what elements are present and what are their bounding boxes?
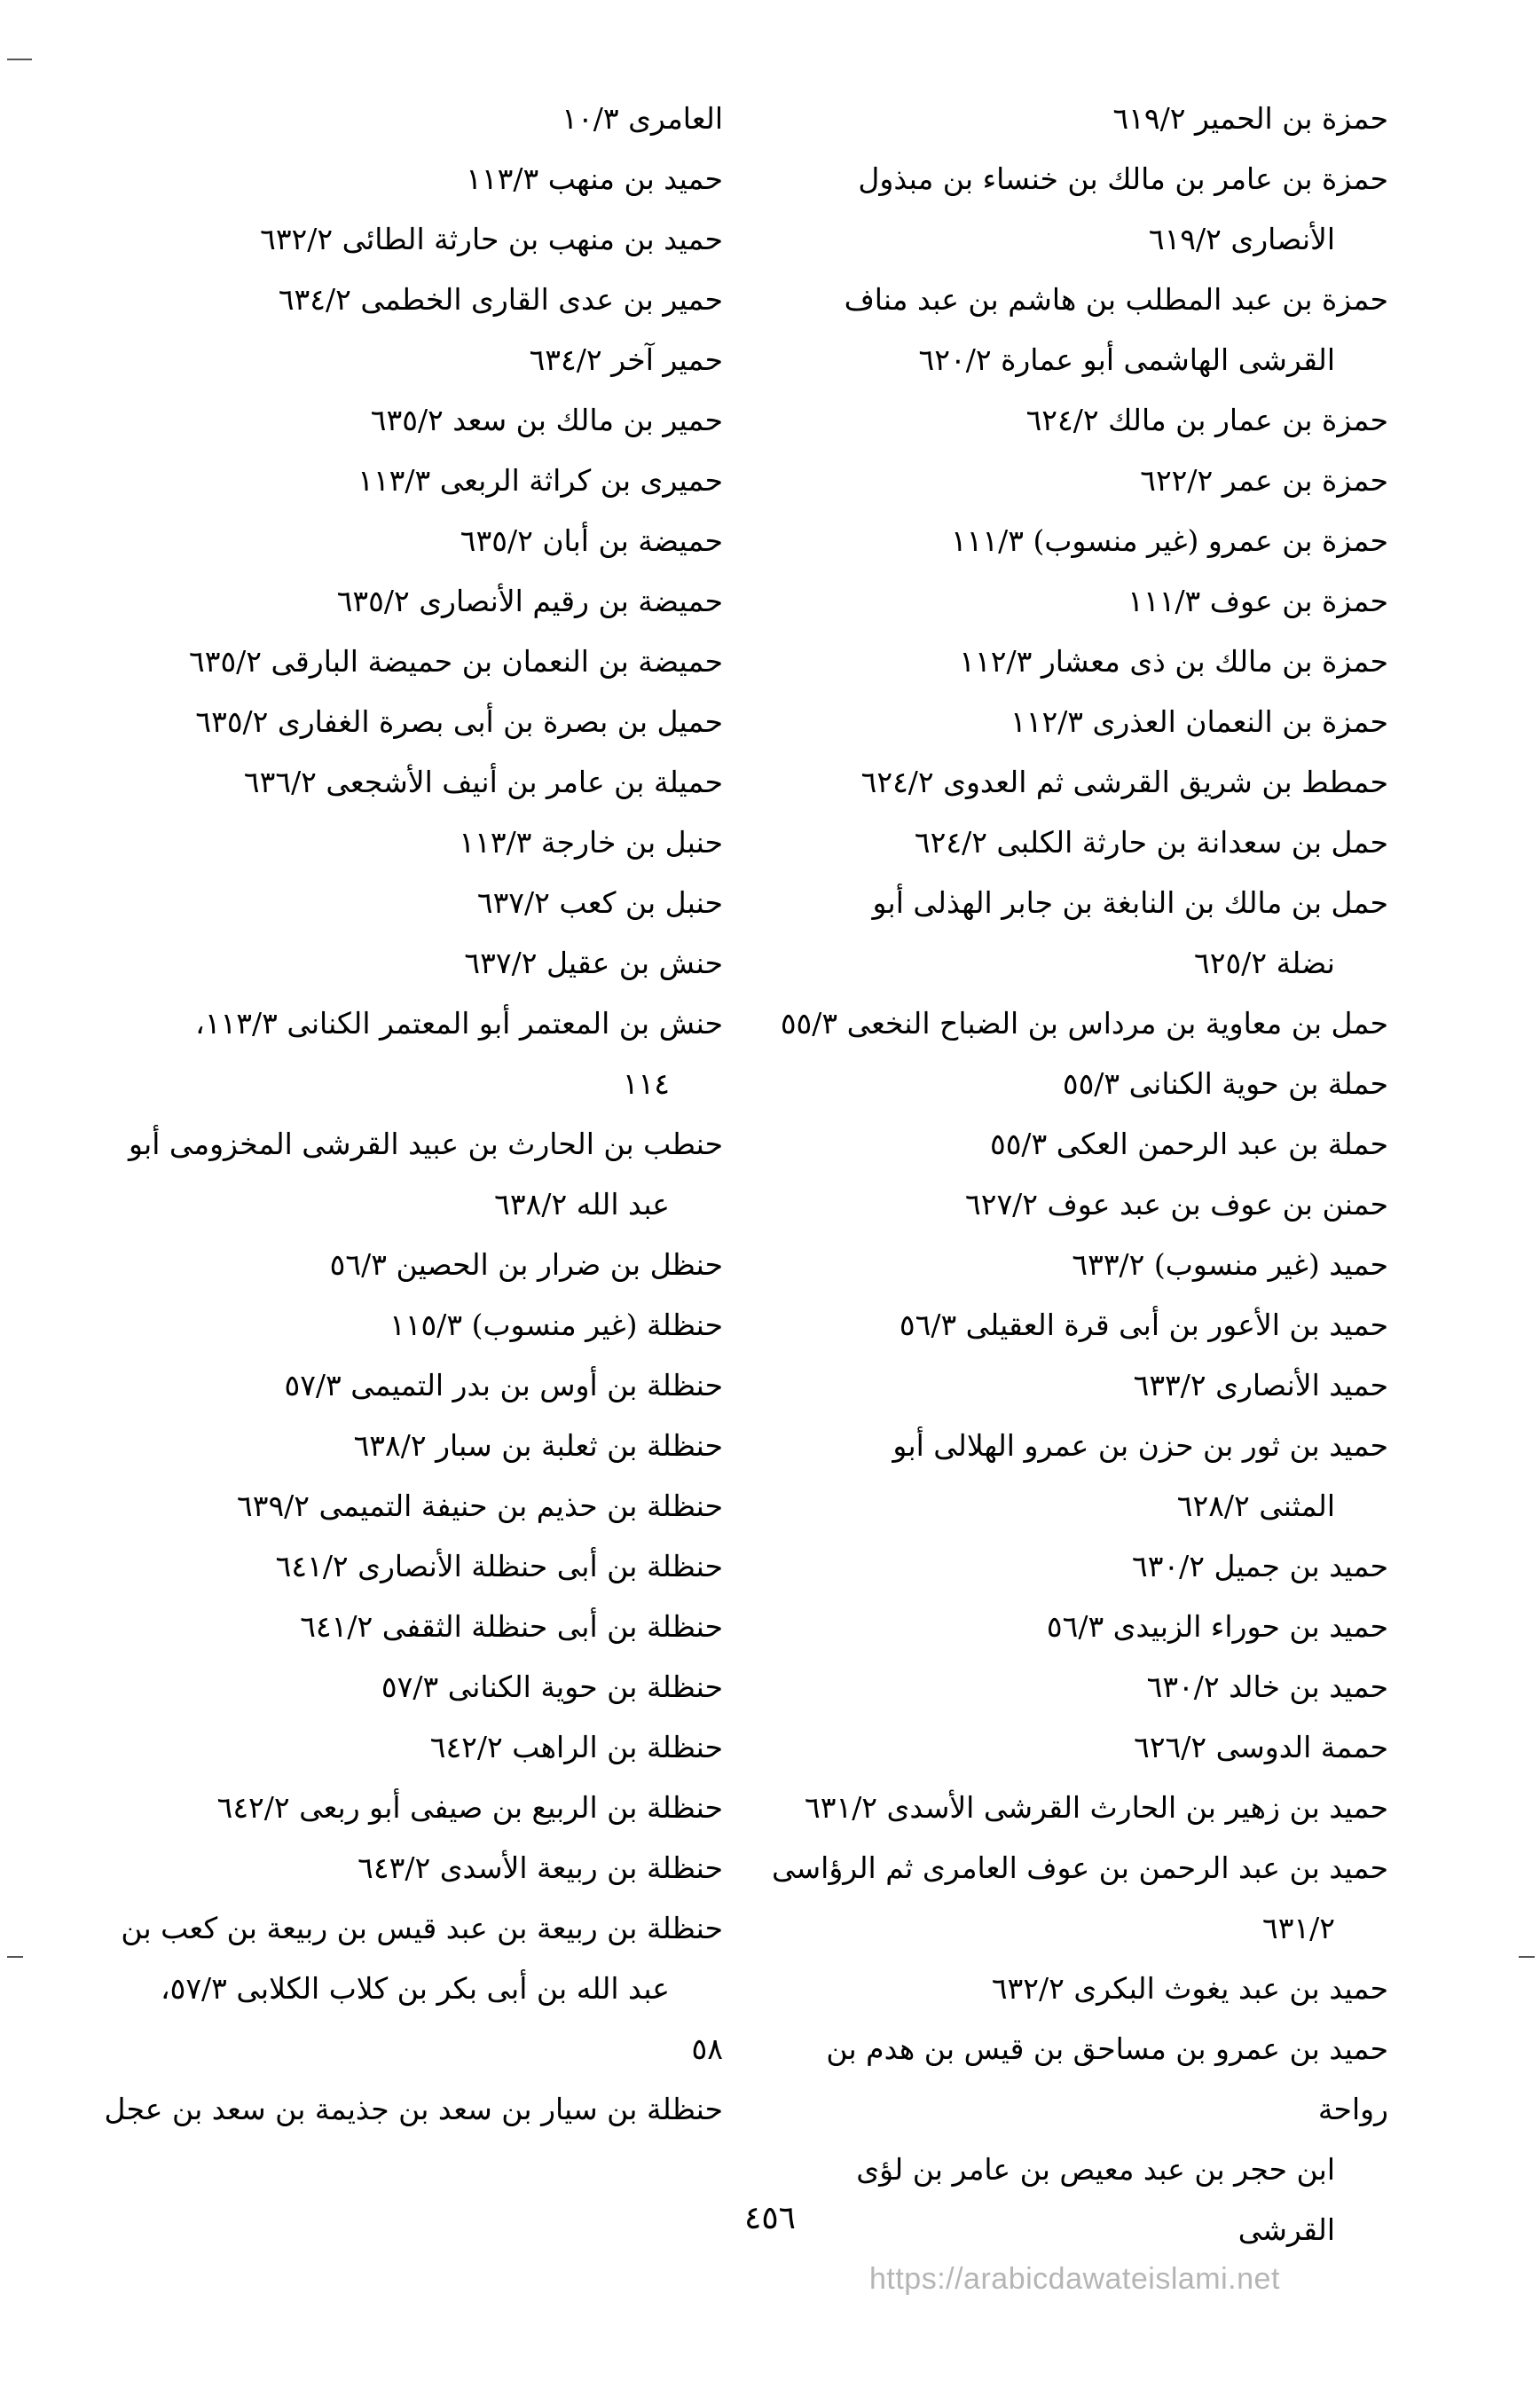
index-entry — [767, 390, 1388, 451]
index-entry — [98, 1416, 723, 1476]
index-entry-text: حميضة بن رقيم الأنصارى ٦٣٥/٢ — [336, 584, 723, 618]
index-entry-text: حنبل بن خارجة ١١٣/٣ — [459, 825, 723, 860]
index-entry — [767, 89, 1388, 149]
index-entry-text: حمزة بن عمرو (غير منسوب) ١١١/٣ — [950, 523, 1388, 558]
index-entry — [767, 1175, 1388, 1235]
index-entry — [767, 632, 1388, 692]
index-entry-text: حنظلة بن ثعلبة بن سبار ٦٣٨/٢ — [353, 1428, 723, 1463]
index-entry-text: حميد بن عمرو بن مساحق بن قيس بن هدم بن رواحة — [826, 2031, 1388, 2126]
index-entry-text: حمير بن عدى القارى الخطمى ٦٣٤/٢ — [278, 282, 723, 317]
index-entry — [767, 752, 1388, 813]
index-entry — [98, 1657, 723, 1717]
index-entry — [98, 89, 723, 149]
index-entry — [98, 632, 723, 692]
index-entry-text: حنظلة بن أبى حنظلة الثقفى ٦٤١/٢ — [300, 1609, 723, 1644]
index-entry-text: حميد بن منهب بن حارثة الطائى ٦٣٢/٢ — [260, 222, 723, 256]
index-entry — [98, 451, 723, 511]
index-entry-text: حنظلة بن حذيم بن حنيفة التميمى ٦٣٩/٢ — [237, 1489, 723, 1523]
index-entry-text: حميلة بن عامر بن أنيف الأشجعى ٦٣٦/٢ — [243, 765, 723, 799]
index-entry — [98, 1838, 723, 1898]
index-entry — [767, 511, 1388, 571]
index-entry-text: حميضة بن النعمان بن حميضة البارقى ٦٣٥/٢ — [189, 644, 723, 679]
index-entry — [98, 1295, 723, 1355]
index-entry — [98, 1476, 723, 1536]
index-entry-text: حمطط بن شريق القرشى ثم العدوى ٦٢٤/٢ — [860, 765, 1388, 799]
page-number: ٤٥٦ — [743, 2200, 796, 2236]
index-entry-text: حميد بن حوراء الزبيدى ٥٦/٣ — [1046, 1609, 1388, 1644]
index-entry-text: حمير آخر ٦٣٤/٢ — [529, 342, 723, 377]
index-entry — [98, 270, 723, 330]
index-entry-text: حميرى بن كراثة الربعى ١١٣/٣ — [358, 463, 723, 498]
index-entry — [98, 1717, 723, 1778]
index-entry — [98, 1355, 723, 1416]
index-entry — [98, 390, 723, 451]
index-entry-text: حمزة بن عبد المطلب بن هاشم بن عبد مناف — [844, 282, 1388, 317]
index-entry-continuation: عبد الله ٦٣٨/٢ — [494, 1187, 670, 1222]
index-entry-text: حنظلة بن ربيعة الأسدى ٦٤٣/٢ — [358, 1850, 723, 1885]
index-entry-text: حميد الأنصارى ٦٣٣/٢ — [1133, 1368, 1388, 1402]
index-entry — [767, 873, 1388, 994]
index-entry — [767, 1355, 1388, 1416]
scan-mark-mid-left — [7, 1956, 23, 1958]
index-entry-text: حنش بن عقيل ٦٣٧/٢ — [464, 946, 723, 980]
index-entry — [767, 451, 1388, 511]
index-entry-text: العامرى ١٠/٣ — [562, 101, 723, 136]
index-entry — [767, 1597, 1388, 1657]
index-entry-continuation: المثنى ٦٢٨/٢ — [1176, 1489, 1335, 1523]
index-entry-text: حنظلة بن الربيع بن صيفى أبو ربعى ٦٤٢/٢ — [216, 1790, 723, 1825]
index-entry — [98, 330, 723, 390]
index-entry-text: حميد بن عبد يغوث البكرى ٦٣٢/٢ — [991, 1971, 1388, 2006]
index-entry — [767, 813, 1388, 873]
index-entry-text: حميد (غير منسوب) ٦٣٣/٢ — [1072, 1247, 1388, 1282]
index-entry-text: حمير بن مالك بن سعد ٦٣٥/٢ — [370, 403, 723, 437]
index-entry — [98, 1778, 723, 1838]
index-entry-text: ٥٨ — [691, 2031, 723, 2066]
index-entry — [767, 1959, 1388, 2019]
index-entry-text: حمزة بن عمار بن مالك ٦٢٤/٢ — [1025, 403, 1388, 437]
index-entry — [767, 149, 1388, 270]
index-entry-text: حمزة بن عمر ٦٢٢/٢ — [1140, 463, 1388, 498]
watermark-url: https://arabicdawateislami.net — [869, 2262, 1280, 2296]
index-entry-text: حمل بن سعدانة بن حارثة الكلبى ٦٢٤/٢ — [914, 825, 1388, 860]
index-entry-text: حملة بن حوية الكنانى ٥٥/٣ — [1062, 1066, 1388, 1101]
index-entry — [767, 1778, 1388, 1838]
index-entry-text: حمنن بن عوف بن عبد عوف ٦٢٧/٢ — [965, 1187, 1388, 1222]
index-entry — [98, 149, 723, 209]
index-entry — [98, 994, 723, 1114]
index-entry-continuation: القرشى الهاشمى أبو عمارة ٦٢٠/٢ — [918, 342, 1335, 377]
index-entry-continuation: عبد الله بن أبى بكر بن كلاب الكلابى ٥٧/٣، — [160, 1971, 670, 2006]
index-entry-text: حنظلة بن حوية الكنانى ٥٧/٣ — [381, 1669, 723, 1704]
index-entry-text: حملة بن عبد الرحمن العكى ٥٥/٣ — [989, 1127, 1388, 1161]
index-entry-text: حميد بن الأعور بن أبى قرة العقيلى ٥٦/٣ — [899, 1308, 1388, 1342]
index-entry — [98, 1114, 723, 1235]
scan-mark-mid-right — [1519, 1956, 1535, 1958]
index-entry-continuation: ابن حجر بن عبد معيص بن عامر بن لؤى القرشى — [856, 2152, 1335, 2247]
index-entry-text: حمل بن معاوية بن مرداس بن الضباح النخعى ٥٥/٣ — [780, 1006, 1388, 1041]
index-entry-text: حنظلة بن الراهب ٦٤٢/٢ — [429, 1730, 723, 1764]
index-entry-continuation: نضلة ٦٢٥/٢ — [1194, 946, 1335, 980]
index-entry-text: حنش بن المعتمر أبو المعتمر الكنانى ١١٣/٣، — [195, 1006, 723, 1041]
index-entry-text: حنبل بن كعب ٦٣٧/٢ — [476, 885, 723, 920]
index-entry — [98, 752, 723, 813]
scan-mark-top-left — [7, 59, 32, 60]
index-entry-text: حميد بن خالد ٦٣٠/٢ — [1146, 1669, 1388, 1704]
index-entry — [98, 2079, 723, 2140]
index-entry-text: حميد بن عبد الرحمن بن عوف العامرى ثم الرؤاسى — [772, 1850, 1388, 1885]
index-entry-text: حممة الدوسى ٦٢٦/٢ — [1134, 1730, 1388, 1764]
index-entry-continuation: الأنصارى ٦١٩/٢ — [1148, 222, 1335, 256]
index-entry — [98, 2019, 723, 2079]
index-entry — [767, 994, 1388, 1054]
index-entry — [767, 692, 1388, 752]
index-entry — [98, 1536, 723, 1597]
index-entry — [767, 1838, 1388, 1959]
index-entry — [767, 1114, 1388, 1175]
index-entry-text: حميضة بن أبان ٦٣٥/٢ — [460, 523, 723, 558]
index-entry — [98, 1898, 723, 2019]
index-entry — [98, 933, 723, 994]
index-column-left — [98, 89, 723, 2140]
index-entry — [767, 1416, 1388, 1536]
index-entry-text: حمل بن مالك بن النابغة بن جابر الهذلى أبو — [872, 885, 1388, 920]
index-entry-text: حميد بن جميل ٦٣٠/٢ — [1132, 1549, 1388, 1583]
index-entry — [767, 1657, 1388, 1717]
index-entry — [767, 270, 1388, 390]
index-entry-text: حنظلة بن ربيعة بن عبد قيس بن ربيعة بن كعب بن — [121, 1911, 723, 1945]
index-entry — [767, 571, 1388, 632]
index-entry-text: حمزة بن عوف ١١١/٣ — [1128, 584, 1388, 618]
index-entry — [98, 692, 723, 752]
index-entry — [767, 1235, 1388, 1295]
index-entry-text: حمزة بن عامر بن مالك بن خنساء بن مبذول — [858, 161, 1388, 196]
index-entry-text: حنظلة (غير منسوب) ١١٥/٣ — [389, 1308, 723, 1342]
index-entry-continuation: ١١٤ — [622, 1066, 670, 1101]
index-entry-text: حنظلة بن أوس بن بدر التميمى ٥٧/٣ — [284, 1368, 723, 1402]
index-entry — [767, 1536, 1388, 1597]
index-entry-text: حميد بن منهب ١١٣/٣ — [466, 161, 723, 196]
index-entry — [767, 1717, 1388, 1778]
index-entry — [98, 1235, 723, 1295]
index-entry-text: حنظلة بن سيار بن سعد بن جذيمة بن سعد بن عجل — [104, 2092, 723, 2126]
index-entry-text: حمزة بن الحمير ٦١٩/٢ — [1112, 101, 1388, 136]
index-entry — [767, 1054, 1388, 1114]
index-entry — [98, 571, 723, 632]
index-column-right — [767, 89, 1388, 2260]
index-entry — [98, 511, 723, 571]
index-entry — [98, 209, 723, 270]
index-entry-text: حميل بن بصرة بن أبى بصرة الغفارى ٦٣٥/٢ — [195, 704, 723, 739]
index-entry — [767, 1295, 1388, 1355]
index-entry-text: حنظلة بن أبى حنظلة الأنصارى ٦٤١/٢ — [275, 1549, 723, 1583]
index-entry-text: حميد بن زهير بن الحارث القرشى الأسدى ٦٣١/٢ — [805, 1790, 1388, 1825]
index-entry-text: حمزة بن النعمان العذرى ١١٢/٣ — [1010, 704, 1388, 739]
index-entry-text: حنظل بن ضرار بن الحصين ٥٦/٣ — [329, 1247, 723, 1282]
index-entry — [98, 1597, 723, 1657]
index-entry — [98, 873, 723, 933]
index-entry-text: حنطب بن الحارث بن عبيد القرشى المخزومى أبو — [129, 1127, 723, 1161]
index-entry-text: حمزة بن مالك بن ذى معشار ١١٢/٣ — [959, 644, 1388, 679]
index-entry-text: حميد بن ثور بن حزن بن عمرو الهلالى أبو — [892, 1428, 1388, 1463]
index-entry — [98, 813, 723, 873]
index-entry-continuation: ٦٣١/٢ — [1261, 1911, 1335, 1945]
